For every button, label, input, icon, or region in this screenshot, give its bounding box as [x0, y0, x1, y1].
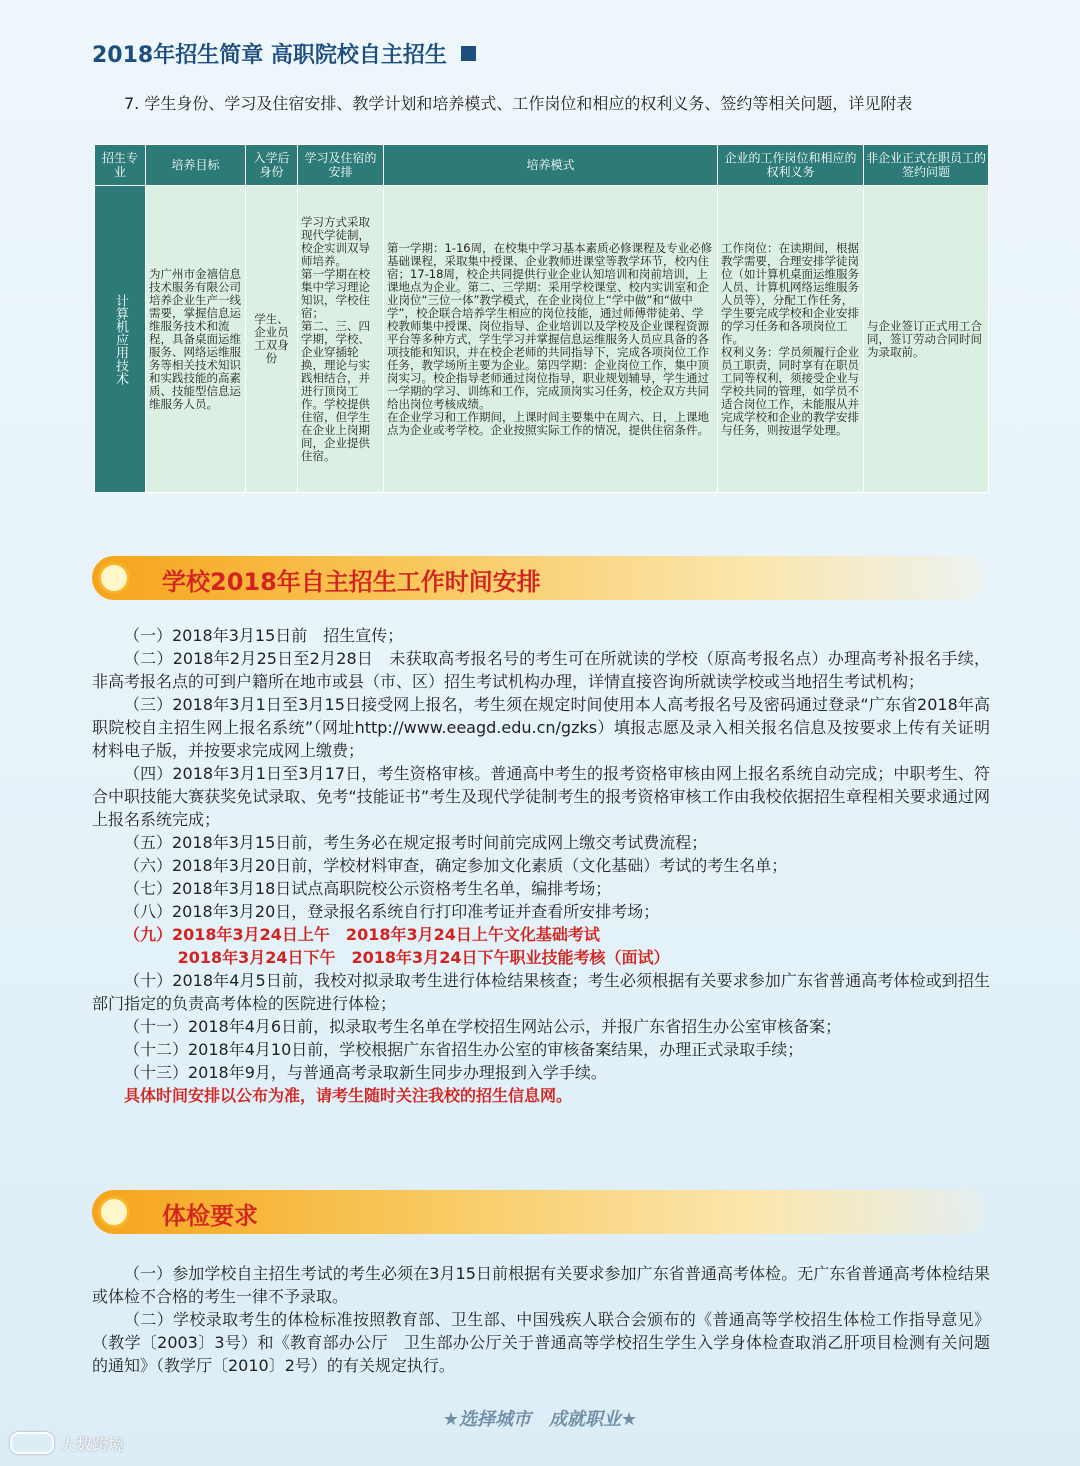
- major-cell: 计算机应用技术: [95, 186, 146, 493]
- schedule-list: [92, 624, 990, 1107]
- table-header: 学习及住宿的安排: [298, 145, 384, 186]
- schedule-item: （六）2018年3月20日前，学校材料审查，确定参加文化素质（文化基础）考试的考生名单；: [124, 856, 788, 875]
- schedule-item: （三）2018年3月1日至3月15日接受网上报名，考生须在规定时间使用本人高考报名号及密码通过登录“广东省2018年高职院校自主招生网上报名系统”（网址http://www.eeagd.edu.cn/gzks）填报志愿及录入相关报名信息及按要求上传有关证明材料电子版，并按要求完成网上缴费；: [92, 695, 990, 760]
- table-header: 培养目标: [146, 145, 246, 186]
- schedule-note: 具体时间安排以公布为准，请考生随时关注我校的招生信息网。: [124, 1086, 573, 1105]
- schedule-item: （七）2018年3月18日试点高职院校公示资格考生名单，编排考场；: [124, 879, 612, 898]
- intro-paragraph: 7. 学生身份、学习及住宿安排、教学计划和培养模式、工作岗位和相应的权利义务、签约等相关问题，详见附表: [124, 94, 913, 113]
- table-header: 培养模式: [384, 145, 718, 186]
- schedule-item: （一）2018年3月15日前 招生宣传；: [124, 626, 404, 645]
- schedule-item: （五）2018年3月15日前，考生务必在规定报考时间前完成网上缴交考试费流程；: [124, 833, 708, 852]
- goal-cell: 为广州市金禧信息技术服务有限公司培养企业生产一线需要，掌握信息运维服务技术和流程，具备桌面运维服务、网络运维服务等相关技术知识和实践技能的高素质、技能型信息运维服务人员。: [146, 186, 246, 493]
- study-cell: 学习方式采取现代学徒制，校企实训双导师培养。 第一学期在校集中学习理论知识，学校住宿； 第二、三、四学期，学校、企业穿插轮换，理论与实践相结合，并进行顶岗工作。学校提供住宿，但学生在企业上岗期间，企业提供住宿。: [298, 186, 384, 493]
- circle-icon: [98, 562, 130, 594]
- table-header-row: [95, 145, 989, 186]
- square-icon: [461, 46, 476, 61]
- footer-slogan: ★选择城市 成就职业★: [442, 1409, 638, 1430]
- training-table: [94, 144, 989, 493]
- watermark-logo-icon: [10, 1432, 54, 1454]
- page-header: [92, 38, 476, 69]
- identity-cell: 学生、企业员工双身份: [246, 186, 298, 493]
- schedule-item: （十）2018年4月5日前，我校对拟录取考生进行体检结果核查；考生必须根据有关要求参加广东省普通高考体检或到招生部门指定的负责高考体检的医院进行体检；: [92, 971, 990, 1013]
- watermark: [10, 1432, 124, 1455]
- section-schedule-banner: [92, 556, 986, 600]
- physical-item: （二）学校录取考生的体检标准按照教育部、卫生部、中国残疾人联合会颁布的《普通高等学校招生体检工作指导意见》（教学〔2003〕3号）和《教育部办公厅 卫生部办公厅关于普通高等学校招生学生入学身体检查取消乙肝项目检测有关问题的通知》（教学厅〔2010〕2号）的有关规定执行。: [92, 1310, 990, 1375]
- watermark-text: 大数跨境: [60, 1435, 125, 1454]
- physical-requirements: [92, 1262, 990, 1377]
- mode-cell: 第一学期：1-16周，在校集中学习基本素质必修课程及专业必修基础课程，采取集中授课、企业教师进课堂等教学环节，校内住宿；17-18周，校企共同提供行业企业认知培训和岗前培训，上课地点为企业。第二、三学期：采用学校课堂、校内实训室和企业岗位“三位一体”教学模式，在企业岗位上“学中做”和“做中学”，校企联合培养学生相应的岗位技能，通过师傅带徒弟、学校教师集中授课、岗位指导、企业培训以及学校及企业课程资源平台等多种方式，学生学习并掌握信息运维服务人员应具备的各项技能和知识，并在校企老师的共同指导下，完成各项岗位工作任务，教学场所主要为企业。第四学期：企业岗位工作，集中顶岗实习。校企指导老师通过岗位指导，职业规划辅导，学生通过一学期的学习、训练和工作，完成顶岗实习任务，校企双方共同给出岗位考核成绩。 在企业学习和工作期间，上课时间主要集中在周六、日，上课地点为企业或考学校。企业按照实际工作的情况，提供住宿条件。: [384, 186, 718, 493]
- schedule-exam-item: （九）2018年3月24日上午 2018年3月24日上午文化基础考试: [124, 925, 600, 944]
- table-header: 入学后身份: [246, 145, 298, 186]
- section-physical-banner: [92, 1190, 986, 1234]
- schedule-exam-item: 2018年3月24日下午 2018年3月24日下午职业技能考核（面试）: [177, 948, 670, 967]
- header-title: 2018年招生简章 高职院校自主招生: [92, 43, 447, 68]
- table-header: 企业的工作岗位和相应的权利义务: [718, 145, 864, 186]
- physical-item: （一）参加学校自主招生考试的考生必须在3月15日前根据有关要求参加广东省普通高考体检。无广东省普通高考体检结果或体检不合格的考生一律不予录取。: [92, 1264, 990, 1306]
- schedule-item: （十三）2018年9月，与普通高考录取新生同步办理报到入学手续。: [124, 1063, 607, 1082]
- section-title: 学校2018年自主招生工作时间安排: [162, 568, 541, 596]
- schedule-item: （二）2018年2月25日至2月28日 未获取高考报名号的考生可在所就读的学校（原高考报名点）办理高考补报名手续，非高考报名点的可到户籍所在地市或县（市、区）招生考试机构办理，详情直接咨询所就读学校或当地招生考试机构；: [92, 649, 990, 691]
- table-row: [95, 186, 989, 493]
- circle-icon: [98, 1196, 130, 1228]
- schedule-item: （八）2018年3月20日，登录报名系统自行打印准考证并查看所安排考场；: [124, 902, 660, 921]
- schedule-item: （四）2018年3月1日至3月17日，考生资格审核。普通高中考生的报考资格审核由网上报名系统自动完成；中职考生、符合中职技能大赛获奖免试录取、免考“技能证书”考生及现代学徒制考生的报考资格审核工作由我校依据招生章程相关要求通过网上报名系统完成；: [92, 764, 990, 829]
- schedule-item: （十一）2018年4月6日前，拟录取考生名单在学校招生网站公示，并报广东省招生办公室审核备案；: [124, 1017, 842, 1036]
- rights-cell: 工作岗位：在读期间，根据教学需要，合理安排学徒岗位（如计算机桌面运维服务人员、计算机网络运维服务人员等），分配工作任务，学生要完成学校和企业安排的学习任务和各项岗位工作。 权利义务：学员须履行企业员工职责，同时享有在职员工同等权利，须接受企业与学校共同的管理，如学员不适合岗位工作，未能服从并完成学校和企业的教学安排与任务，则按退学处理。: [718, 186, 864, 493]
- schedule-item: （十二）2018年4月10日前，学校根据广东省招生办公室的审核备案结果，办理正式录取手续；: [124, 1040, 804, 1059]
- section-title: 体检要求: [162, 1202, 258, 1230]
- table-header: 非企业正式在职员工的签约问题: [864, 145, 989, 186]
- sign-cell: 与企业签订正式用工合同，签订劳动合同时间为录取前。: [864, 186, 989, 493]
- table-header: 招生专业: [95, 145, 146, 186]
